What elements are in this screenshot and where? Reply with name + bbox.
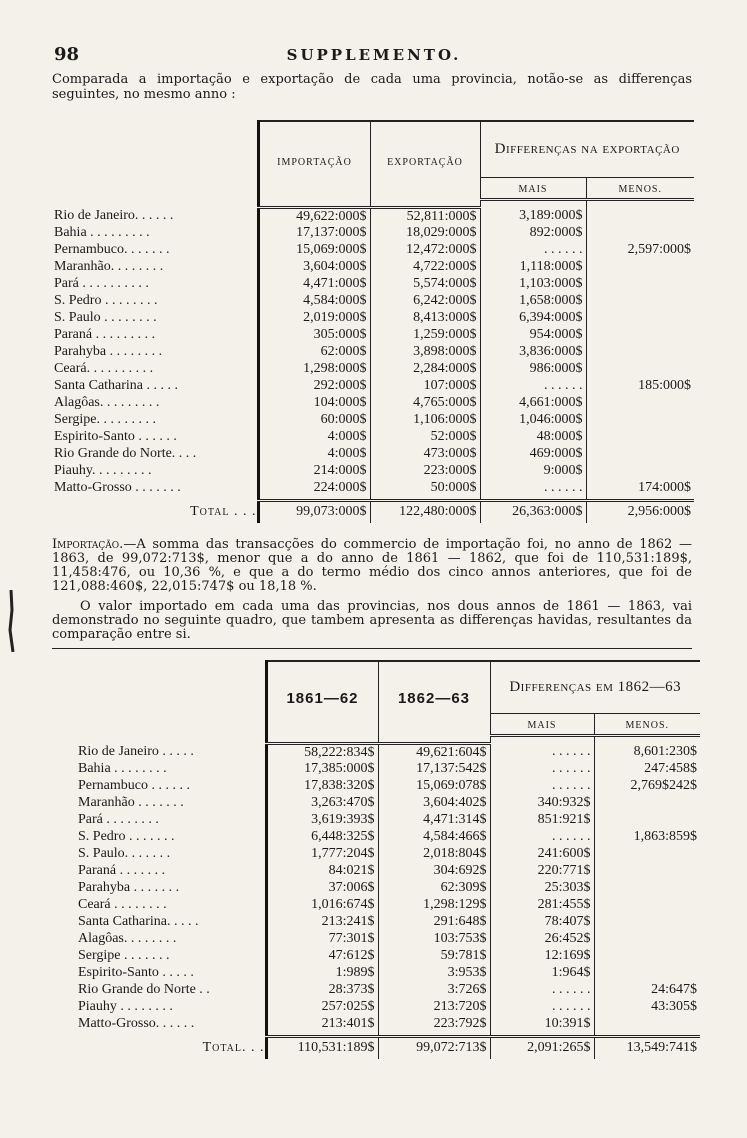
table-row: [52, 276, 694, 293]
value-menos: [586, 463, 694, 480]
total-menos: 2,956:000$: [586, 501, 694, 523]
province-name: Rio Grande do Norte . .: [78, 982, 210, 997]
value-imp: 104:000$: [258, 395, 370, 412]
value-y2: 304:692$: [378, 863, 490, 880]
value-y2: 59:781$: [378, 948, 490, 965]
table-row: [76, 948, 700, 965]
value-imp: 4:000$: [258, 429, 370, 446]
province-name: Matto-Grosso. . . . . .: [78, 1016, 195, 1031]
province-name: S. Paulo . . . . . . . .: [54, 310, 157, 325]
intro-paragraph: Comparada a importação e exportação de cada uma provincia, notão-se as differenças seguintes, no mesmo anno :: [52, 72, 692, 102]
value-menos: [586, 207, 694, 225]
value-mais: . . . . . .: [490, 829, 594, 846]
table-row: [52, 446, 694, 463]
province-name: Bahia . . . . . . . .: [78, 761, 167, 776]
table2-blank-head: [76, 661, 266, 713]
value-exp: 5,574:000$: [370, 276, 480, 293]
table-row: [76, 897, 700, 914]
total-label: Total . . .: [190, 503, 257, 519]
import-export-table: [52, 120, 694, 523]
value-mais: 469:000$: [480, 446, 586, 463]
province-name: Maranhão. . . . . . . .: [54, 259, 164, 274]
value-menos: [594, 948, 700, 965]
province-name: Paraná . . . . . . . . .: [54, 327, 156, 342]
value-imp: 3,604:000$: [258, 259, 370, 276]
value-y1: 213:401$: [266, 1016, 378, 1033]
value-y2: 4,471:314$: [378, 812, 490, 829]
total-imp: 99,073:000$: [258, 501, 370, 523]
value-menos: [594, 897, 700, 914]
value-mais: 1,046:000$: [480, 412, 586, 429]
value-exp: 50:000$: [370, 480, 480, 497]
value-menos: 2,769$242$: [594, 778, 700, 795]
value-mais: . . . . . .: [490, 999, 594, 1016]
province-name: Pernambuco . . . . . .: [78, 778, 190, 793]
province-name: Alagôas. . . . . . . .: [78, 931, 177, 946]
table-row: [52, 429, 694, 446]
value-exp: 1,259:000$: [370, 327, 480, 344]
value-menos: [594, 965, 700, 982]
value-menos: [586, 412, 694, 429]
total-y2: 99,072:713$: [378, 1037, 490, 1059]
value-imp: 15,069:000$: [258, 242, 370, 259]
value-menos: 1,863:859$: [594, 829, 700, 846]
value-menos: 185:000$: [586, 378, 694, 395]
table-row: [52, 361, 694, 378]
value-menos: [586, 310, 694, 327]
province-name: Bahia . . . . . . . . .: [54, 225, 150, 240]
value-imp: 224:000$: [258, 480, 370, 497]
total-mais: 26,363:000$: [480, 501, 586, 523]
value-mais: 6,394:000$: [480, 310, 586, 327]
value-y2: 4,584:466$: [378, 829, 490, 846]
value-mais: 1:964$: [490, 965, 594, 982]
value-y1: 17,385:000$: [266, 761, 378, 778]
table-row: [52, 395, 694, 412]
value-menos: 2,597:000$: [586, 242, 694, 259]
value-y2: 223:792$: [378, 1016, 490, 1033]
value-y2: 62:309$: [378, 880, 490, 897]
value-y2: 291:648$: [378, 914, 490, 931]
value-menos: [586, 259, 694, 276]
province-name: Pará . . . . . . . . . .: [54, 276, 149, 291]
value-menos: [586, 446, 694, 463]
table-row: [76, 999, 700, 1016]
total-label: Total. . .: [202, 1039, 265, 1055]
province-name: Sergipe . . . . . . .: [78, 948, 170, 963]
value-menos: [586, 276, 694, 293]
value-exp: 6,242:000$: [370, 293, 480, 310]
value-menos: [586, 225, 694, 242]
province-name: S. Paulo. . . . . . .: [78, 846, 171, 861]
value-y2: 17,137:542$: [378, 761, 490, 778]
table-row: [76, 795, 700, 812]
province-name: Paraná . . . . . . .: [78, 863, 166, 878]
value-mais: 851:921$: [490, 812, 594, 829]
value-mais: 4,661:000$: [480, 395, 586, 412]
divider-line: [52, 648, 692, 649]
value-menos: [594, 863, 700, 880]
value-exp: 4,722:000$: [370, 259, 480, 276]
value-y1: 37:006$: [266, 880, 378, 897]
value-y1: 1:989$: [266, 965, 378, 982]
province-name: Ceará . . . . . . . .: [78, 897, 167, 912]
table-row: [76, 761, 700, 778]
value-menos: [594, 914, 700, 931]
value-menos: [586, 429, 694, 446]
value-y2: 103:753$: [378, 931, 490, 948]
table-row: [52, 293, 694, 310]
value-menos: [586, 344, 694, 361]
value-menos: 24:647$: [594, 982, 700, 999]
value-mais: 340:932$: [490, 795, 594, 812]
value-mais: 26:452$: [490, 931, 594, 948]
province-name: Pernambuco. . . . . . .: [54, 242, 170, 257]
table-row: [52, 344, 694, 361]
value-exp: 223:000$: [370, 463, 480, 480]
table-row: [52, 378, 694, 395]
province-name: Piauhy . . . . . . . .: [78, 999, 173, 1014]
table-row: [52, 207, 694, 225]
value-mais: 220:771$: [490, 863, 594, 880]
value-menos: [586, 293, 694, 310]
total-mais: 2,091:265$: [490, 1037, 594, 1059]
value-imp: 49,622:000$: [258, 207, 370, 225]
value-menos: [586, 361, 694, 378]
value-menos: 8,601:230$: [594, 743, 700, 761]
table-row: [76, 743, 700, 761]
value-menos: [594, 1016, 700, 1033]
value-mais: 10:391$: [490, 1016, 594, 1033]
value-y1: 1,016:674$: [266, 897, 378, 914]
value-y2: 49,621:604$: [378, 743, 490, 761]
value-imp: 292:000$: [258, 378, 370, 395]
value-mais: 241:600$: [490, 846, 594, 863]
value-menos: [594, 846, 700, 863]
province-name: Espirito-Santo . . . . .: [78, 965, 194, 980]
province-name: Santa Catharina . . . . .: [54, 378, 179, 393]
value-imp: 305:000$: [258, 327, 370, 344]
value-menos: [586, 395, 694, 412]
value-y1: 6,448:325$: [266, 829, 378, 846]
value-y1: 3,263:470$: [266, 795, 378, 812]
value-exp: 52,811:000$: [370, 207, 480, 225]
table1-blank-head: [52, 121, 258, 177]
province-name: Espirito-Santo . . . . . .: [54, 429, 177, 444]
value-exp: 12,472:000$: [370, 242, 480, 259]
province-name: Piauhy. . . . . . . . .: [54, 463, 152, 478]
value-y2: 1,298:129$: [378, 897, 490, 914]
import-paragraph: [52, 538, 692, 594]
value-y1: 58,222:834$: [266, 743, 378, 761]
value-mais: 48:000$: [480, 429, 586, 446]
value-mais: 12:169$: [490, 948, 594, 965]
table-row: [76, 982, 700, 999]
import-text: —A somma das transacções do commercio de importação foi, no anno de 1862 — 1863, de 99,072:713$, menor que a do anno de 1861 — 1862, que foi de 110,531:189$, 11,458:476, ou 10,36 %, e que a do termo médio dos cinco annos anteriores, que foi de 121,088:460$, 22,015:747$ ou 18,18 %.: [52, 537, 692, 594]
value-imp: 4,584:000$: [258, 293, 370, 310]
value-mais: 25:303$: [490, 880, 594, 897]
table-row: [52, 242, 694, 259]
table-row: [76, 846, 700, 863]
value-imp: 214:000$: [258, 463, 370, 480]
value-mais: 3,189:000$: [480, 207, 586, 225]
value-exp: 2,284:000$: [370, 361, 480, 378]
total-menos: 13,549:741$: [594, 1037, 700, 1059]
second-paragraph: O valor importado em cada uma das provincias, nos dous annos de 1861 — 1863, vai demonstrado no seguinte quadro, que tambem apresenta as differenças havidas, resultantes da comparação entre si.: [52, 599, 692, 642]
table-row: [52, 480, 694, 497]
margin-mark: [6, 590, 16, 652]
value-y1: 1,777:204$: [266, 846, 378, 863]
value-mais: . . . . . .: [490, 743, 594, 761]
table-row: [52, 327, 694, 344]
table-row: [76, 914, 700, 931]
province-name: Parahyba . . . . . . .: [78, 880, 180, 895]
value-mais: 9:000$: [480, 463, 586, 480]
import-comparison-table: [76, 660, 700, 1059]
value-mais: . . . . . .: [480, 378, 586, 395]
total-exp: 122,480:000$: [370, 501, 480, 523]
value-exp: 3,898:000$: [370, 344, 480, 361]
value-menos: 247:458$: [594, 761, 700, 778]
value-mais: 954:000$: [480, 327, 586, 344]
value-mais: 78:407$: [490, 914, 594, 931]
value-menos: [594, 795, 700, 812]
value-y1: 47:612$: [266, 948, 378, 965]
province-name: S. Pedro . . . . . . . .: [54, 293, 158, 308]
value-imp: 4:000$: [258, 446, 370, 463]
value-mais: . . . . . .: [490, 778, 594, 795]
total-y1: 110,531:189$: [266, 1037, 378, 1059]
province-name: Rio de Janeiro. . . . . .: [54, 207, 174, 223]
value-menos: [586, 327, 694, 344]
page-number: 98: [54, 44, 80, 65]
table-row: [52, 463, 694, 480]
value-imp: 4,471:000$: [258, 276, 370, 293]
value-menos: 43:305$: [594, 999, 700, 1016]
province-name: Rio de Janeiro . . . . .: [78, 743, 194, 759]
value-menos: [594, 880, 700, 897]
table2-mais-header: MAIS: [490, 713, 594, 735]
value-y2: 2,018:804$: [378, 846, 490, 863]
table-row: [52, 259, 694, 276]
province-name: Rio Grande do Norte. . . .: [54, 446, 197, 461]
value-mais: 1,103:000$: [480, 276, 586, 293]
table-row: [76, 880, 700, 897]
value-mais: 1,118:000$: [480, 259, 586, 276]
table2-year1-header: 1861—62: [266, 661, 378, 735]
value-y1: 3,619:393$: [266, 812, 378, 829]
value-mais: . . . . . .: [490, 982, 594, 999]
table-row: [52, 310, 694, 327]
value-imp: 60:000$: [258, 412, 370, 429]
table-row: [76, 778, 700, 795]
value-y1: 213:241$: [266, 914, 378, 931]
table-row: [52, 412, 694, 429]
value-y1: 77:301$: [266, 931, 378, 948]
value-menos: 174:000$: [586, 480, 694, 497]
value-y2: 213:720$: [378, 999, 490, 1016]
province-name: Santa Catharina. . . . .: [78, 914, 199, 929]
province-name: Pará . . . . . . . .: [78, 812, 159, 827]
total-row: [76, 1037, 700, 1059]
value-mais: . . . . . .: [480, 480, 586, 497]
province-name: Sergipe. . . . . . . . .: [54, 412, 157, 427]
value-exp: 107:000$: [370, 378, 480, 395]
value-mais: 281:455$: [490, 897, 594, 914]
value-exp: 8,413:000$: [370, 310, 480, 327]
table2-diff-header: Differenças em 1862—63: [490, 661, 700, 713]
table-row: [76, 863, 700, 880]
value-exp: 1,106:000$: [370, 412, 480, 429]
table-row: [76, 1016, 700, 1033]
value-y2: 3:726$: [378, 982, 490, 999]
table-row: [52, 225, 694, 242]
table-row: [76, 965, 700, 982]
page-title: SUPPLEMENTO.: [286, 46, 462, 64]
table1-diff-header: Differenças na exportação: [480, 121, 694, 177]
value-exp: 52:000$: [370, 429, 480, 446]
value-imp: 62:000$: [258, 344, 370, 361]
value-menos: [594, 931, 700, 948]
table-row: [76, 829, 700, 846]
table2-menos-header: MENOS.: [594, 713, 700, 735]
province-name: Alagôas. . . . . . . . .: [54, 395, 160, 410]
total-row: [52, 501, 694, 523]
page-header: [54, 44, 694, 66]
table1-mais-header: MAIS: [480, 177, 586, 199]
value-menos: [594, 812, 700, 829]
value-y1: 257:025$: [266, 999, 378, 1016]
value-y2: 15,069:078$: [378, 778, 490, 795]
value-y1: 17,838:320$: [266, 778, 378, 795]
value-y1: 84:021$: [266, 863, 378, 880]
table1-export-header: EXPORTAÇÃO: [370, 121, 480, 199]
value-mais: 1,658:000$: [480, 293, 586, 310]
table-row: [76, 931, 700, 948]
province-name: Maranhão . . . . . . .: [78, 795, 184, 810]
value-imp: 1,298:000$: [258, 361, 370, 378]
table1-menos-header: MENOS.: [586, 177, 694, 199]
table2-year2-header: 1862—63: [378, 661, 490, 735]
province-name: Parahyba . . . . . . . .: [54, 344, 163, 359]
value-exp: 4,765:000$: [370, 395, 480, 412]
value-y2: 3:953$: [378, 965, 490, 982]
import-lead: Importação.: [52, 537, 124, 552]
province-name: Matto-Grosso . . . . . . .: [54, 480, 181, 495]
value-imp: 17,137:000$: [258, 225, 370, 242]
value-exp: 18,029:000$: [370, 225, 480, 242]
value-mais: 986:000$: [480, 361, 586, 378]
province-name: Ceará. . . . . . . . . .: [54, 361, 154, 376]
table1-import-header: IMPORTAÇÃO: [258, 121, 370, 199]
table-row: [76, 812, 700, 829]
value-mais: . . . . . .: [480, 242, 586, 259]
value-mais: . . . . . .: [490, 761, 594, 778]
value-exp: 473:000$: [370, 446, 480, 463]
value-mais: 892:000$: [480, 225, 586, 242]
value-y1: 28:373$: [266, 982, 378, 999]
province-name: S. Pedro . . . . . . .: [78, 829, 175, 844]
value-y2: 3,604:402$: [378, 795, 490, 812]
value-imp: 2,019:000$: [258, 310, 370, 327]
value-mais: 3,836:000$: [480, 344, 586, 361]
